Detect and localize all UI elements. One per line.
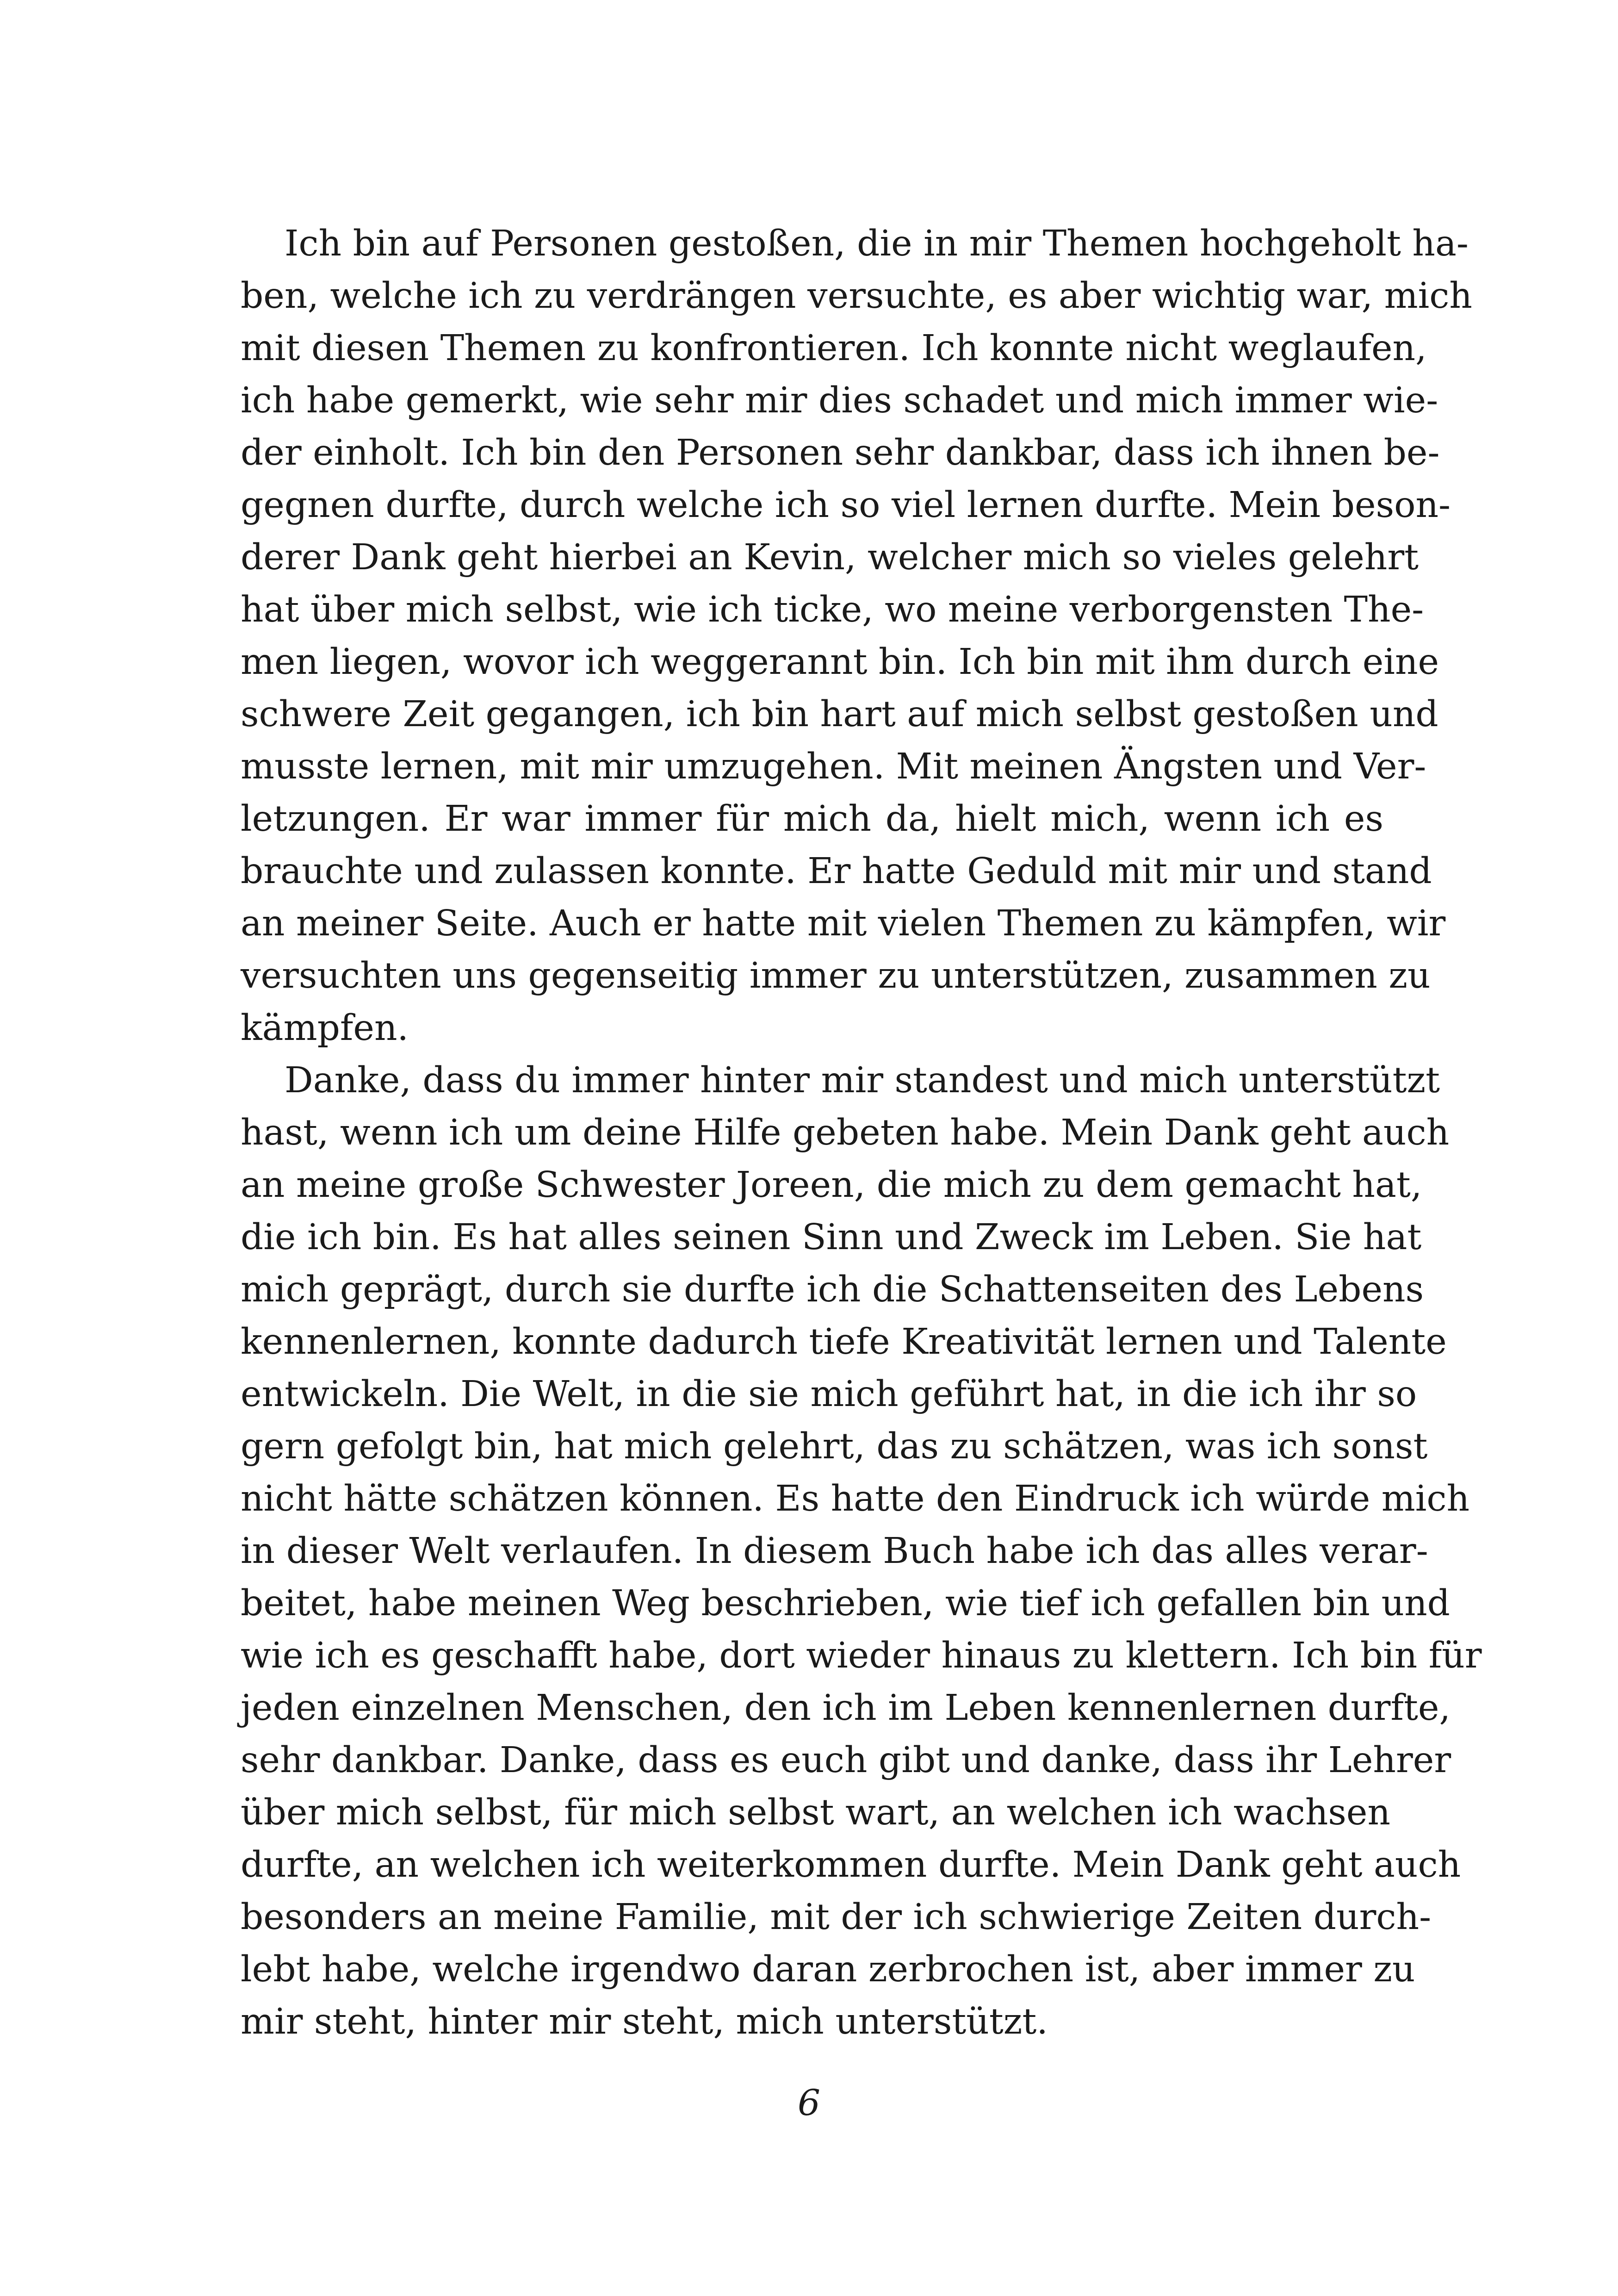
text-line: mir steht, hinter mir steht, mich unterstützt. xyxy=(241,2001,1048,2042)
text-line: beitet, habe meinen Weg beschrieben, wie tief ich gefallen bin und xyxy=(241,1583,1450,1624)
text-line: kämpfen. xyxy=(241,1008,409,1049)
text-line: nicht hätte schätzen können. Es hatte den Eindruck ich würde mich xyxy=(241,1478,1470,1519)
page-number: 6 xyxy=(798,2083,820,2124)
text-line: der einholt. Ich bin den Personen sehr dankbar, dass ich ihnen be- xyxy=(241,432,1440,473)
text-line: besonders an meine Familie, mit der ich schwierige Zeiten durch- xyxy=(241,1897,1432,1938)
paragraph-2 xyxy=(241,1054,1482,2048)
text-line: hast, wenn ich um deine Hilfe gebeten habe. Mein Dank geht auch xyxy=(241,1112,1450,1153)
text-line: gegnen durfte, durch welche ich so viel lernen durfte. Mein beson- xyxy=(241,485,1451,526)
text-line: versuchten uns gegenseitig immer zu unterstützen, zusammen zu xyxy=(241,955,1431,996)
text-line: über mich selbst, für mich selbst wart, an welchen ich wachsen xyxy=(241,1792,1391,1833)
text-line: in dieser Welt verlaufen. In diesem Buch habe ich das alles verar- xyxy=(241,1531,1428,1572)
text-line: derer Dank geht hierbei an Kevin, welcher mich so vieles gelehrt xyxy=(241,537,1419,578)
text-line: an meiner Seite. Auch er hatte mit vielen Themen zu kämpfen, wir xyxy=(241,903,1446,944)
text-line: hat über mich selbst, wie ich ticke, wo meine verborgensten The- xyxy=(241,589,1424,630)
text-line: jeden einzelnen Menschen, den ich im Leben kennenlernen durfte, xyxy=(241,1687,1451,1729)
text-line: schwere Zeit gegangen, ich bin hart auf mich selbst gestoßen und xyxy=(241,694,1438,735)
text-line: letzungen. Er war immer für mich da, hielt mich, wenn ich es xyxy=(241,798,1383,840)
text-line: entwickeln. Die Welt, in die sie mich geführt hat, in die ich ihr so xyxy=(241,1374,1417,1415)
text-line: musste lernen, mit mir umzugehen. Mit meinen Ängsten und Ver- xyxy=(241,746,1426,787)
text-line: an meine große Schwester Joreen, die mich zu dem gemacht hat, xyxy=(241,1164,1422,1206)
text-line: Ich bin auf Personen gestoßen, die in mir Themen hochgeholt ha- xyxy=(285,223,1469,264)
text-line: wie ich es geschafft habe, dort wieder hinaus zu klettern. Ich bin für xyxy=(241,1635,1482,1676)
text-line: men liegen, wovor ich weggerannt bin. Ich bin mit ihm durch eine xyxy=(241,641,1439,683)
text-line: kennenlernen, konnte dadurch tiefe Kreativität lernen und Talente xyxy=(241,1321,1447,1363)
text-line: lebt habe, welche irgendwo daran zerbrochen ist, aber immer zu xyxy=(241,1949,1415,1990)
text-line: durfte, an welchen ich weiterkommen durfte. Mein Dank geht auch xyxy=(241,1844,1461,1885)
paragraph-1 xyxy=(241,218,1472,1054)
text-line: mit diesen Themen zu konfrontieren. Ich konnte nicht weglaufen, xyxy=(241,328,1427,369)
body-text xyxy=(241,218,1482,2048)
text-line: die ich bin. Es hat alles seinen Sinn und Zweck im Leben. Sie hat xyxy=(241,1217,1422,1258)
text-line: mich geprägt, durch sie durfte ich die Schattenseiten des Lebens xyxy=(241,1269,1424,1310)
text-line: gern gefolgt bin, hat mich gelehrt, das zu schätzen, was ich sonst xyxy=(241,1426,1428,1467)
text-line: ich habe gemerkt, wie sehr mir dies schadet und mich immer wie- xyxy=(241,380,1438,421)
text-line: Danke, dass du immer hinter mir standest und mich unterstützt xyxy=(285,1060,1440,1101)
text-line: brauchte und zulassen konnte. Er hatte Geduld mit mir und stand xyxy=(241,851,1432,892)
text-line: sehr dankbar. Danke, dass es euch gibt und danke, dass ihr Lehrer xyxy=(241,1740,1451,1781)
text-line: ben, welche ich zu verdrängen versuchte, es aber wichtig war, mich xyxy=(241,275,1472,317)
